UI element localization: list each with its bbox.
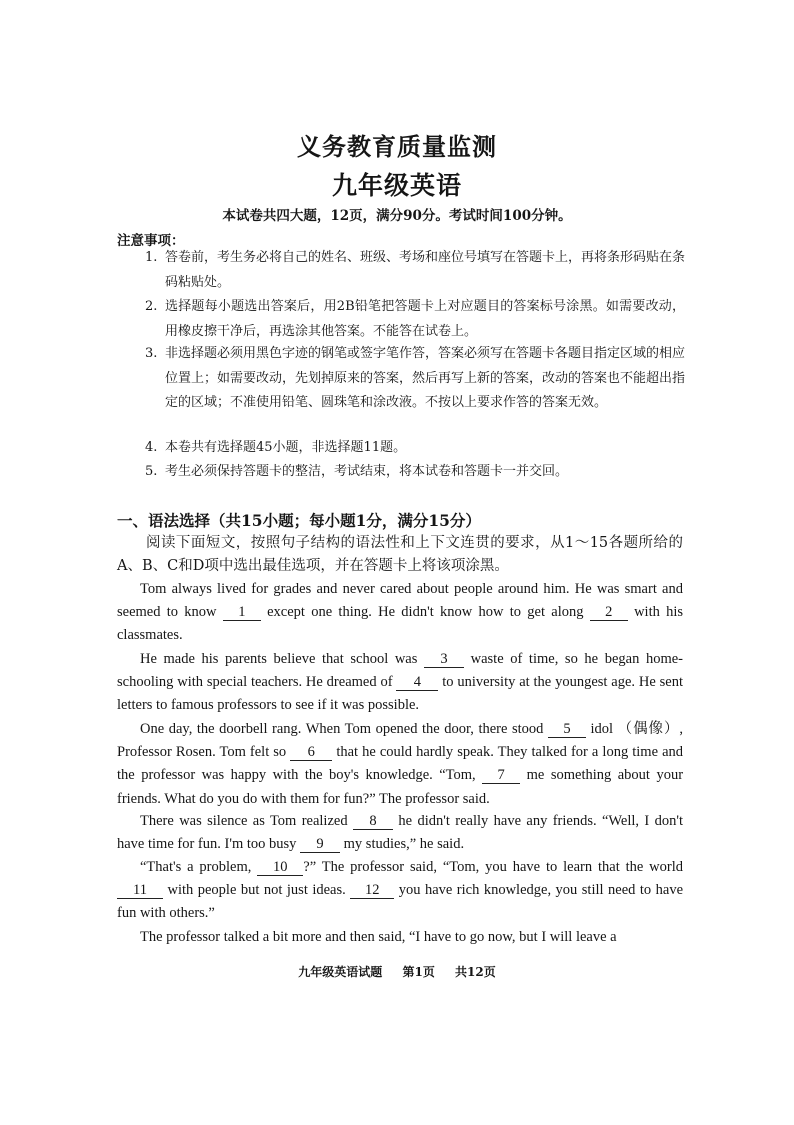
answer-blank: 12 <box>350 883 394 899</box>
notice-item <box>145 460 685 485</box>
answer-blank: 2 <box>590 605 628 621</box>
passage-text: idol （偶像）, Professor Rosen. Tom felt so <box>117 721 683 761</box>
notice-item-number: 2. <box>145 299 158 314</box>
footer-test-name: 九年级英语试题 <box>298 965 383 979</box>
notice-heading: 注意事项： <box>117 233 185 249</box>
section-instructions: 阅读下面短文，按照句子结构的语法性和上下文连贯的要求，从1～15各题所给的A、B、C和D项中选出最佳选项，并在答题卡上将该项涂黑。 <box>117 535 683 574</box>
passage-text: with his classmates. <box>117 604 684 644</box>
answer-blank: 5 <box>548 722 586 738</box>
notice-item-number: 4. <box>145 440 158 455</box>
passage-paragraph <box>117 718 683 811</box>
answer-blank: 8 <box>353 814 393 830</box>
passage-text: he didn't really have any friends. “Well, I don't have time for fun. I'm too busy <box>117 813 684 853</box>
notice-item-number: 1. <box>145 250 158 265</box>
passage-text: my studies,” he said. <box>343 836 465 853</box>
answer-blank: 9 <box>300 837 340 853</box>
passage-text: with people but not just ideas. <box>167 882 346 899</box>
notice-item-text: 选择题每小题选出答案后，用2B铅笔把答题卡上对应题目的答案标号涂黑。如需要改动，用橡皮擦干净后，再选涂其他答案。不能答在试卷上。 <box>165 299 685 339</box>
passage-paragraph <box>117 926 683 949</box>
notice-item <box>145 246 685 295</box>
notice-item-number: 3. <box>145 346 158 361</box>
footer-total-pages: 共12页 <box>455 965 496 979</box>
page-footer <box>0 963 794 980</box>
passage-text: There was silence as Tom realized <box>140 813 348 829</box>
passage-text: waste of time, so he began home-schooling with special teachers. He dreamed of <box>117 651 683 691</box>
notice-item-text: 非选择题必须用黑色字迹的钢笔或签字笔作答，答案必须写在答题卡各题目指定区域的相应位置上；如需要改动，先划掉原来的答案，然后再写上新的答案，改动的答案也不能超出指定的区域；不准使用铅笔、圆珠笔和涂改液。不按以上要求作答的答案无效。 <box>165 346 686 410</box>
notice-item-text: 考生必须保持答题卡的整洁，考试结束，将本试卷和答题卡一并交回。 <box>165 464 569 479</box>
answer-blank: 1 <box>223 605 261 621</box>
notice-item-text: 本卷共有选择题45小题，非选择题11题。 <box>165 440 407 455</box>
answer-blank: 7 <box>482 768 520 784</box>
passage-text: The professor talked a bit more and then said, “I have to go now, but I will leave a <box>140 929 617 945</box>
passage-text: me something about your friends. What do you do with them for fun?” The professor said. <box>117 767 684 807</box>
exam-title: 义务教育质量监测 <box>297 132 497 161</box>
footer-page-number: 第1页 <box>402 965 435 979</box>
exam-info: 本试卷共四大题，12页，满分90分。考试时间100分钟。 <box>222 208 572 224</box>
passage-paragraph <box>117 810 683 856</box>
passage-paragraph <box>117 648 683 718</box>
passage-paragraph <box>117 856 683 926</box>
passage-text: ?” The professor said, “Tom, you have to learn that the world <box>303 859 683 875</box>
passage-paragraph <box>117 578 683 648</box>
passage-text: you have rich knowledge, you still need to have fun with others.” <box>117 882 684 922</box>
notice-item <box>145 295 685 344</box>
answer-blank: 4 <box>396 675 438 691</box>
answer-blank: 6 <box>290 745 332 761</box>
answer-blank: 10 <box>257 860 303 876</box>
passage-text: to university at the youngest age. He sent letters to famous professors to see if it was possible. <box>117 674 684 714</box>
passage-text: One day, the doorbell rang. When Tom opened the door, there stood <box>140 721 544 737</box>
answer-blank: 3 <box>424 652 464 668</box>
passage-text: except one thing. He didn't know how to get along <box>267 604 584 621</box>
passage-text: He made his parents believe that school was <box>140 651 418 667</box>
answer-blank: 11 <box>117 883 163 899</box>
section-heading: 一、语法选择（共15小题；每小题1分，满分15分） <box>117 511 481 530</box>
passage-text: that he could hardly speak. They talked for a long time and the professor was happy with the boy's knowledge. “Tom, <box>117 744 684 784</box>
exam-subject-title: 九年级英语 <box>331 171 462 200</box>
passage-text: Tom always lived for grades and never cared about people around him. He was smart and seemed to know <box>117 581 683 621</box>
notice-item-text: 答卷前，考生务必将自己的姓名、班级、考场和座位号填写在答题卡上，再将条形码贴在条码粘贴处。 <box>165 250 686 290</box>
passage-text: “That's a problem, <box>140 859 252 875</box>
notice-item <box>145 436 685 461</box>
notice-item <box>145 342 685 416</box>
notice-item-number: 5. <box>145 464 158 479</box>
